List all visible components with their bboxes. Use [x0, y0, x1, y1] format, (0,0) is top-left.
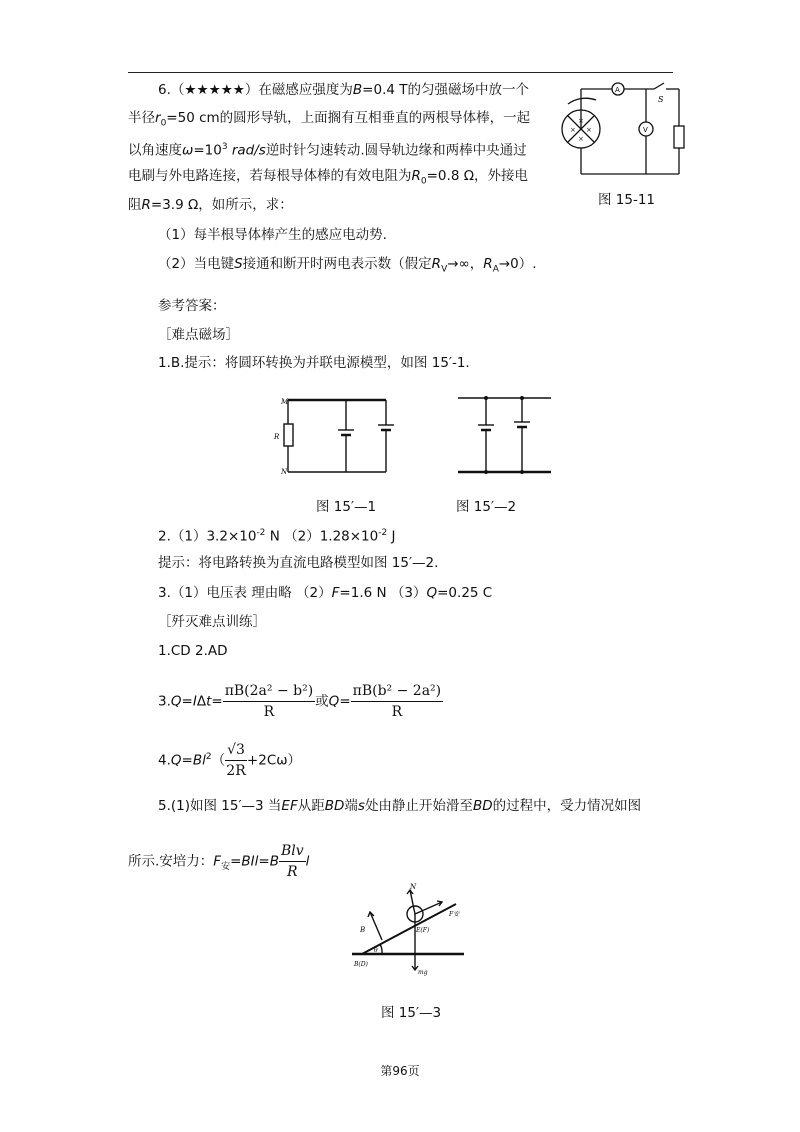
problem6-question2: （2）当电键S接通和断开时两电表示数（假定$R_V\to\infty$，$R_A\to 0$）. — [158, 256, 537, 275]
page-number: 第96页 — [380, 1064, 420, 1078]
answers-title: 参考答案： — [158, 298, 226, 314]
answer-3: 3.（1）电压表 理由略 （2）F=1.6 N （3）Q=0.25 C — [158, 585, 493, 601]
figure-15-2-circuit — [456, 392, 556, 477]
figure-15-1-caption: 图 15′—1 — [316, 499, 377, 515]
problem6-line2: 半径$r_0=50$ cm的圆形导轨，上面搁有互相垂直的两根导体棒，一起 — [128, 110, 531, 129]
training-answer-5-line1: 5.(1)如图 15′—3 当EF从距BD端s处由静止开始滑至BD的过程中，受力情况如图 — [158, 798, 642, 814]
answer-2-hint: 提示：将电路转换为直流电路模型如图 15′—2. — [158, 555, 439, 571]
answer-1: 1.B.提示：将圆环转换为并联电源模型，如图 15′-1. — [158, 355, 470, 371]
problem6-line4: 电刷与外电路连接，若每根导体棒的有效电阻为$R_0=0.8$ Ω，外接电 — [128, 168, 529, 187]
training-answer-3: 3.Q=IΔt= $\frac{\text{πB(2a² − b²)}}{R}$ 或Q= $\frac{\text{πB(b² − 2a²)}}{R}$ — [158, 683, 442, 720]
angle-theta-label: θ — [374, 947, 378, 954]
figure-15-11-caption: 图 15-11 — [598, 192, 656, 208]
normal-force-label: N — [410, 883, 417, 891]
node-n-label: N — [281, 468, 288, 476]
fraction-2: $\frac{\text{πB(b² − 2a²)}}{R}$ — [352, 683, 442, 720]
problem6-question1: （1）每半根导体棒产生的感应电动势. — [158, 227, 387, 243]
section-training: ［歼灭难点训练］ — [158, 614, 266, 630]
switch-label: S — [658, 95, 664, 104]
answer-2: $2.(1)3.2\times 10^{-2}$ N $(2)1.28\times 10^{-2}$ J — [158, 528, 396, 545]
node-m-label: M — [281, 398, 289, 406]
svg-text:×: × — [578, 135, 584, 143]
svg-text:×: × — [586, 126, 592, 134]
field-b-label: B — [360, 926, 366, 934]
problem6-line1: 6.（★★★★★）在磁感应强度为B=0.4 T的匀强磁场中放一个 — [158, 82, 529, 98]
ammeter-label: A — [615, 86, 620, 94]
training-answer-5-line2: 所示.安培力：$F_安=BIl=B$ $\frac{\text{Blv}}{R}$ l — [128, 843, 310, 880]
figure-15-3-caption: 图 15′—3 — [381, 1005, 442, 1021]
voltmeter-label: V — [643, 126, 648, 134]
problem6-line3: 以角速度$\omega=10^3$ rad/s逆时针匀速转动.圆导轨边缘和两棒中央通过 — [128, 142, 527, 159]
ampere-force-label: F安 — [449, 911, 460, 918]
figure-15-2-caption: 图 15′—2 — [456, 499, 517, 515]
fraction-sqrt3: $\frac{√3}{2R}$ — [226, 742, 246, 779]
figure-15-1-circuit — [274, 392, 398, 477]
fraction-1: $\frac{\text{πB(2a² − b²)}}{R}$ — [224, 683, 314, 720]
resistor-r-label: R — [274, 433, 280, 441]
end-bd-label: B(D) — [354, 961, 368, 968]
section-difficult-magnetic: ［难点磁场］ — [158, 327, 239, 343]
svg-text:×: × — [570, 126, 576, 134]
problem6-line5: 阻R=3.9 Ω，如所示，求： — [128, 197, 293, 213]
header-rule — [128, 72, 673, 73]
rod-ef-label: E(F) — [416, 927, 430, 934]
figure-15-3-force-diagram — [352, 882, 472, 982]
fraction-blv-r: $\frac{\text{Blv}}{R}$ — [280, 843, 304, 880]
training-answer-4: $4.Q=Bl^2$（ $\frac{√3}{2R}$ +2Cω） — [158, 742, 302, 779]
training-answers-1-2: 1.CD 2.AD — [158, 643, 228, 659]
svg-text:×: × — [578, 117, 584, 125]
gravity-label: mg — [418, 969, 428, 976]
figure-15-11-circuit — [556, 76, 696, 186]
